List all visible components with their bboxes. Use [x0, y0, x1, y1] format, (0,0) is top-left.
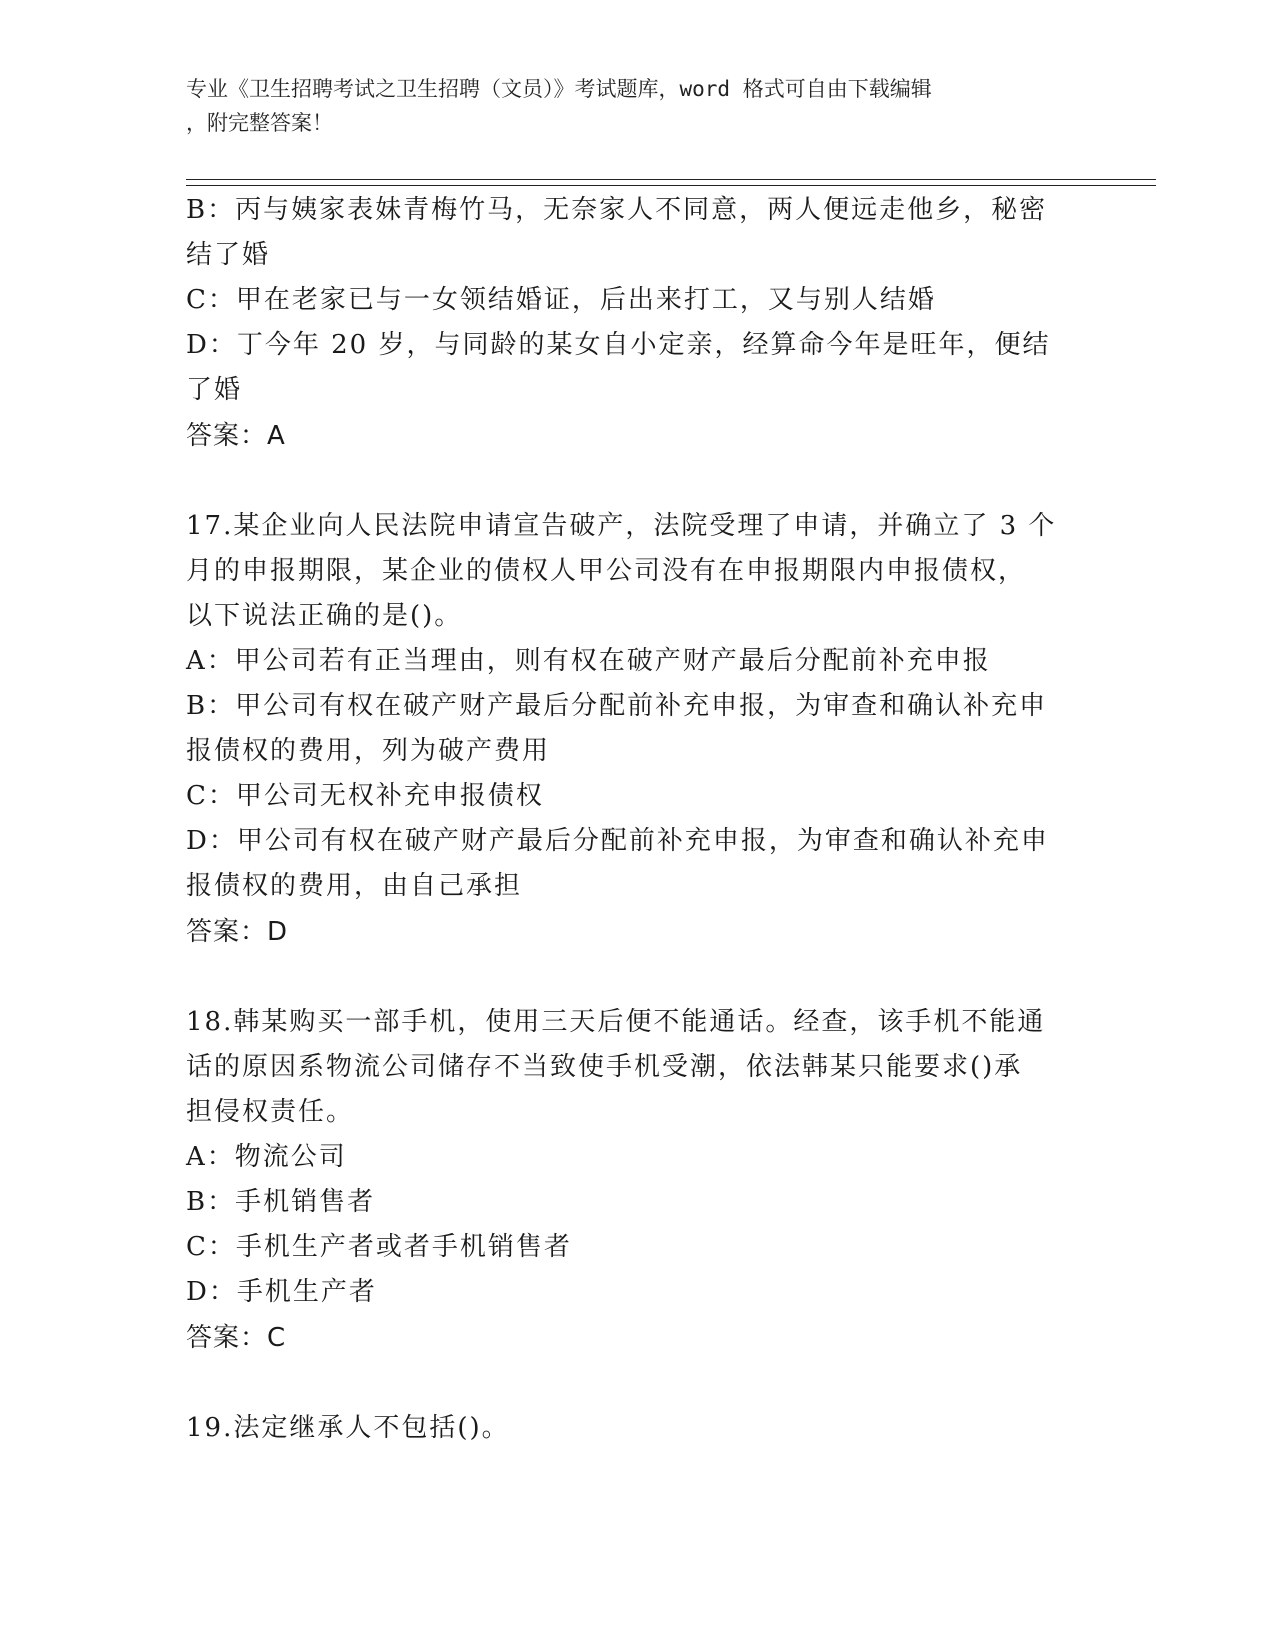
question-block: [186, 188, 1086, 459]
option-line: 了婚: [186, 375, 243, 405]
document-header: [186, 72, 1066, 140]
question-text-line: 月的申报期限，某企业的债权人甲公司没有在申报期限内申报债权，: [186, 556, 1027, 586]
header-line-2: ，附完整答案！: [186, 111, 333, 135]
question-text-line: 以下说法正确的是()。: [186, 601, 463, 631]
header-rule-top: [186, 179, 1156, 180]
answer-line: 答案：C: [186, 1323, 287, 1353]
header-rule-bottom: [186, 185, 1156, 186]
option-line: B：甲公司有权在破产财产最后分配前补充申报，为审查和确认补充申: [186, 691, 1048, 721]
question-block: [186, 1000, 1086, 1361]
option-line: A：物流公司: [186, 1142, 347, 1172]
answer-line: 答案：A: [186, 421, 286, 451]
option-line: 报债权的费用，列为破产费用: [186, 736, 551, 766]
header-line-1: 专业《卫生招聘考试之卫生招聘（文员）》考试题库，word 格式可自由下载编辑: [186, 77, 932, 101]
question-text-line: 话的原因系物流公司储存不当致使手机受潮，依法韩某只能要求()承: [186, 1052, 1023, 1082]
option-line: D：手机生产者: [186, 1277, 377, 1307]
option-line: 结了婚: [186, 240, 271, 270]
answer-line: 答案：D: [186, 917, 289, 947]
option-line: D：甲公司有权在破产财产最后分配前补充申报，为审查和确认补充申: [186, 826, 1049, 856]
option-line: C：甲公司无权补充申报债权: [186, 781, 544, 811]
question-text-line: 18.韩某购买一部手机，使用三天后便不能通话。经查，该手机不能通: [186, 1007, 1046, 1037]
question-text-line: 担侵权责任。: [186, 1097, 355, 1127]
option-line: B：手机销售者: [186, 1187, 376, 1217]
option-line: A：甲公司若有正当理由，则有权在破产财产最后分配前补充申报: [186, 646, 991, 676]
question-block: [186, 1406, 1086, 1451]
document-body: [186, 188, 1086, 1451]
question-text-line: 17.某企业向人民法院申请宣告破产，法院受理了申请，并确立了 3 个: [186, 511, 1057, 541]
question-text-line: 19.法定继承人不包括()。: [186, 1413, 510, 1443]
option-line: C：手机生产者或者手机销售者: [186, 1232, 572, 1262]
question-block: [186, 504, 1086, 955]
option-line: C：甲在老家已与一女领结婚证，后出来打工，又与别人结婚: [186, 285, 936, 315]
option-line: 报债权的费用，由自己承担: [186, 871, 523, 901]
option-line: B：丙与姨家表妹青梅竹马，无奈家人不同意，两人便远走他乡，秘密: [186, 195, 1048, 225]
option-line: D：丁今年 20 岁，与同龄的某女自小定亲，经算命今年是旺年，便结: [186, 330, 1051, 360]
